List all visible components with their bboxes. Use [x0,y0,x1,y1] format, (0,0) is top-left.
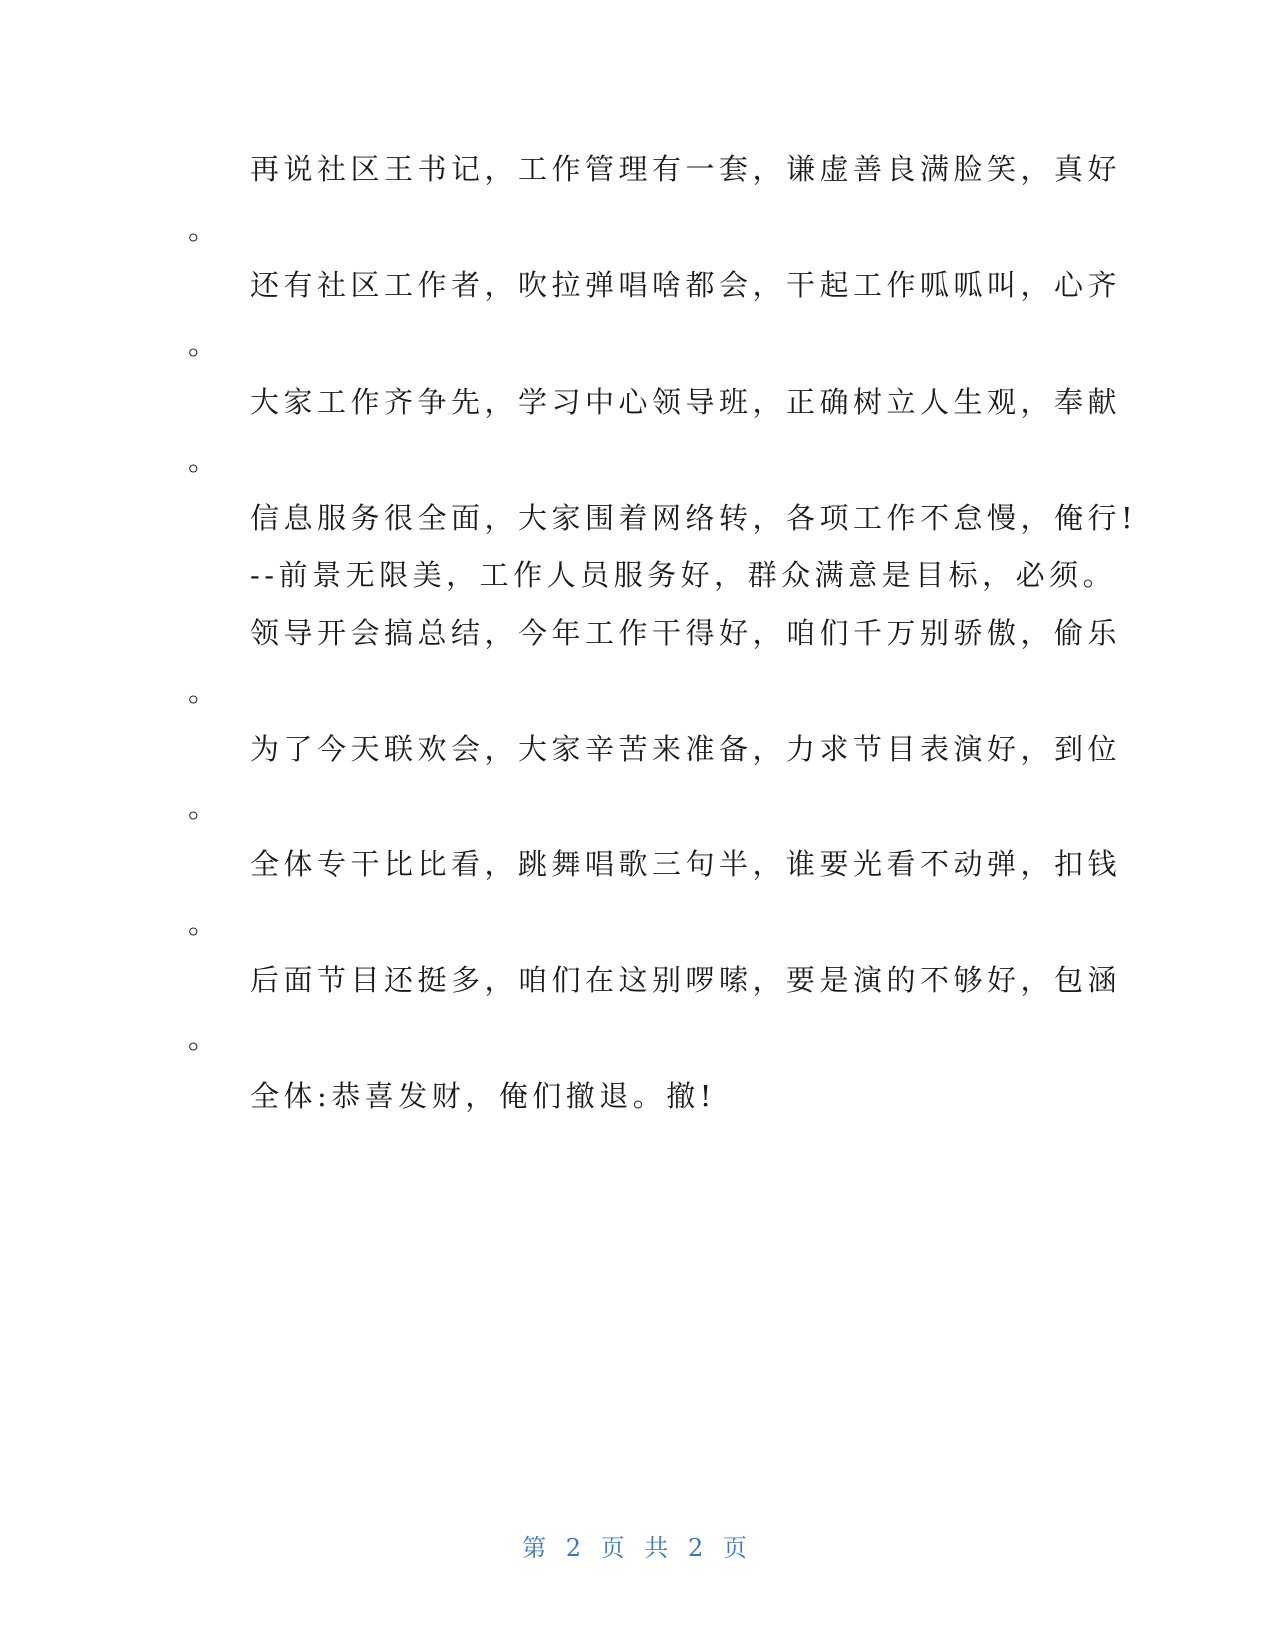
text-line: 。 [188,674,218,708]
text-line: 。 [188,212,218,246]
text-line: 。 [188,327,218,361]
text-line: 再说社区王书记，工作管理有一套，谦虚善良满脸笑，真好 [250,152,1122,186]
text-line: 后面节目还挺多，咱们在这别啰嗦，要是演的不够好，包涵 [250,963,1122,997]
text-line: 信息服务很全面，大家围着网络转，各项工作不怠慢，俺行! [250,501,1138,535]
text-line: 为了今天联欢会，大家辛苦来准备，力求节目表演好，到位 [250,732,1122,766]
text-line: 全体:恭喜发财，俺们撤退。撤! [250,1079,716,1113]
text-line: 。 [188,443,218,477]
text-line: 。 [188,906,218,940]
text-line: 大家工作齐争先，学习中心领导班，正确树立人生观，奉献 [250,385,1122,419]
page-number-footer: 第 2 页 共 2 页 [522,1534,753,1562]
text-line: --前景无限美，工作人员服务好，群众满意是目标，必须。 [250,558,1117,592]
text-line: 全体专干比比看，跳舞唱歌三句半，谁要光看不动弹，扣钱 [250,847,1122,881]
text-line: 。 [188,790,218,824]
text-line: 。 [188,1021,218,1055]
text-line: 还有社区工作者，吹拉弹唱啥都会，干起工作呱呱叫，心齐 [250,268,1122,302]
text-line: 领导开会搞总结，今年工作干得好，咱们千万别骄傲，偷乐 [250,616,1122,650]
